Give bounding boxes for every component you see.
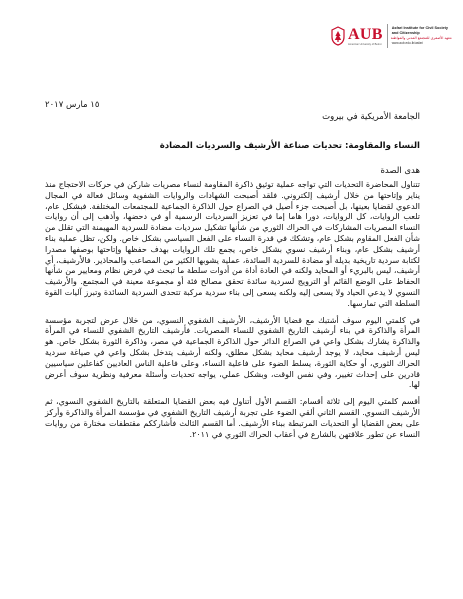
institute-logo <box>330 24 452 48</box>
body-paragraph: في كلمتي اليوم سوف أشتبك مع قضايا الأرشيف، الأرشيف الشفوي النسوي، من خلال عرض لتجربة مؤسسة المرأة والذاكرة في بناء أرشيف التاريخ الشفوي للنساء المصريات. فأرشيف التاريخ الشفوي للنساء في المرأة والذاكرة يشارك بشكل واعي في الصراع الدائر حول الذاكرة الجماعية في مصر، وذاكرة الثورة بشكل خاص. هو ليس أرشيف محايد، لا يوجد أرشيف محايد بشكل مطلق، ولكنه أرشيف يتدخل بشكل واعي في صياغة سردية الحراك الثوري، أو حكاية الثورة، يسلط الضوء على فاعلية النساء، وعلى فاعلية الناس العاديين كفاعلين سياسيين قادرين على إحداث تغيير، وفي نفس الوقت، وبشكل عملي، يواجه تحديات وأسئلة معرفية ونظرية سوف أعرض لها. <box>45 315 420 390</box>
body-paragraph: أقسم كلمتي اليوم إلى ثلاثة أقسام: القسم الأول أتناول فيه بعض القضايا المتعلقة بالتاريخ الشفوي النسوي، ثم الأرشيف النسوي. القسم الثاني ألقي الضوء على تجربة أرشيف التاريخ الشفوي في مؤسسة المرأة والذاكرة وأركز على بعض القضايا أو التحديات المرتبطة ببناء الأرشيف. أما القسم الثالث فأشارككم مقتطفات مختارة من روايات النساء عن تطور علاقتهن بالشارع في أعقاب الحراك الثوري في ٢٠١١. <box>45 397 420 439</box>
body-paragraph: تتناول المحاضرة التحديات التي تواجه عملية توثيق ذاكرة المقاومة لنساء مصريات شاركن في حركات الاحتجاج منذ يناير وإتاحتها من خلال أرشيف إلكتروني. فلقد أصبحت الشهادات والروايات الشفوية وسائل فعالة في المجال الدعوي لقضايا بعينها، بل أصبحت جزء أصيل في الصراع حول الذاكرة الجماعية للمجتمعات المختلفة. فبشكل عام، تلعب الروايات، كل الروايات، دورا هاما إما في تعزيز السرديات الرسمية أو في دحضها، وأذهب إلى أن روايات النساء المصريات المشاركات في الحراك الثوري من شأنها تشكيل سرديات مضادة للسردية المهيمنة التي تقلل من شأن الفعل المقاوم بشكل عام، وتشكك في قدرة النساء على الفعل السياسي بشكل خاص. ولكن، تظل عملية بناء أرشيف بشكل عام، وبناء أرشيف نسوي بشكل خاص، يجمع تلك الروايات بهدف حفظها وإتاحتها بوصفها مصدرا لكتابة سردية تاريخية بديلة أو مضادة للسردية السائدة، عملية يشوبها الكثير من المصاعب والمحاذير. فالأرشيف، أي أرشيف، ليس بالبريء أو المحايد ولكنه في العادة أداة من أدوات سلطة ما تبحث في فرض نظام ومعايير من شأنها الحفاظ على الوضع القائم أو الترويج لسردية سائدة تحقق مصالح فئة أو مجموعة معينة في المجتمع. والأرشيف النسوي لا يدعي الحياد ولا يسعى إليه ولكنه يسعى إلى بناء سردية مركبة تتحدى السردية السائدة وتبرز آليات القوة السلطة التي تمارسها. <box>45 180 420 308</box>
asfari-institute-block <box>392 26 452 45</box>
document-body <box>45 180 420 446</box>
aub-wordmark: AUB <box>348 25 383 43</box>
aub-wordmark-block <box>348 27 383 46</box>
document-author: هدى الصدة <box>380 166 420 176</box>
document-title: النساء والمقاومة: تحديات صناعة الأرشيف والسرديات المضادة <box>159 141 420 151</box>
document-date: ١٥ مارس ٢٠١٧ <box>45 100 100 110</box>
asfari-institute-url: www.aub.edu.lb/asfari <box>391 40 423 45</box>
asfari-institute-name-en: Asfari Institute for Civil Society and Citizenship <box>391 26 449 35</box>
aub-seal-icon <box>330 26 346 46</box>
logo-divider <box>387 24 388 48</box>
asfari-institute-name-ar: معهد الأصفري للمجتمع المدني والمواطنة <box>390 36 452 41</box>
institution-name: الجامعة الأمريكية في بيروت <box>322 112 420 122</box>
aub-university-name: American University of Beirut <box>348 42 382 46</box>
